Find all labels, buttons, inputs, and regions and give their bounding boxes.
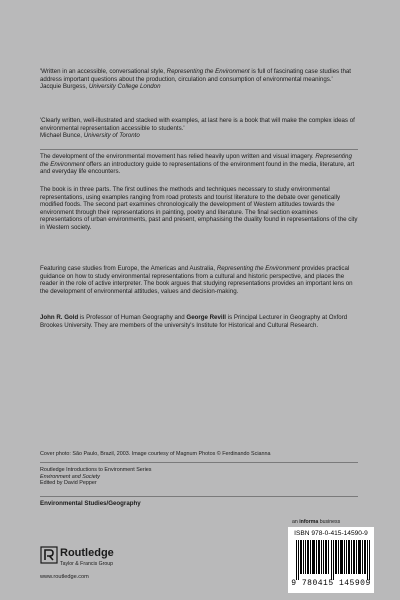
isbn-label: ISBN 978-0-415-14590-9 <box>294 530 368 537</box>
paragraph-1-start: The development of the environmental movement has relied heavily upon written and visual imagery. <box>40 153 316 160</box>
paragraph-3-start: Featuring case studies from Europe, the Americas and Australia, <box>40 265 217 272</box>
quote-2-affiliation: University of Toronto <box>83 132 140 140</box>
routledge-logo-icon <box>40 546 58 564</box>
quote-1-text-start: 'Written in an accessible, conversational style, <box>40 68 167 75</box>
publisher-url[interactable]: www.routledge.com <box>40 574 89 580</box>
description-paragraph-3 <box>40 265 358 295</box>
cover-photo-credit: Cover photo: São Paulo, Brazil, 2003. Image courtesy of Magnum Photos © Ferdinando Scianna <box>40 451 271 457</box>
quote-1-affiliation: University College London <box>88 83 161 91</box>
series-info <box>40 467 358 487</box>
author-1-name: John R. Gold <box>40 314 79 321</box>
informa-suffix: business <box>318 519 341 525</box>
quote-2-text: 'Clearly written, well-illustrated and stacked with examples, at last here is a book that will make the complex ideas of environmental representation accessible to students.' <box>40 117 355 132</box>
series-editor: Edited by David Pepper <box>40 480 97 487</box>
divider-middle <box>40 462 358 463</box>
paragraph-2-text: The book is in three parts. The first outlines the methods and techniques necessary to study environmental representations, using examples ranging from road protests and tourist literature to the debate over genetically modified foods. The second part examines chronologically the development of Western attitudes towards the environment through their representations in painting, poetry and literature. The final section examines representations of urban environments, past and present, emphasising the duality found in representations of the city in Western society. <box>40 186 358 231</box>
review-quote-2 <box>40 117 358 140</box>
barcode-digits: 9 780415 145909 <box>291 579 371 588</box>
author-bio <box>40 314 358 329</box>
subject-category: Environmental Studies/Geography <box>40 500 141 507</box>
divider-bottom <box>40 496 358 497</box>
publisher-group: Taylor & Francis Group <box>60 561 114 567</box>
informa-brand: informa <box>299 519 319 525</box>
barcode-bars-icon <box>296 540 370 580</box>
description-paragraph-1 <box>40 153 358 176</box>
paragraph-1-end: offers an introductory guide to representations of the environment found in the media, literature, art and everyday life encounters. <box>40 160 355 176</box>
author-2-name: George Revill <box>186 314 227 321</box>
description-paragraph-2 <box>40 186 358 232</box>
informa-tagline <box>292 519 340 525</box>
publisher-name: Routledge <box>60 547 114 559</box>
series-subtitle: Environment and Society <box>40 473 100 480</box>
review-quote-1 <box>40 68 358 91</box>
informa-prefix: an <box>292 519 300 525</box>
paragraph-3-book-title: Representing the Environment <box>216 265 300 272</box>
quote-1-text-end: is full of fascinating case studies that address important questions about the production, circulation and consumption of environmental meanings.' <box>40 68 351 83</box>
divider-top <box>40 149 358 150</box>
isbn-barcode <box>288 527 374 593</box>
quote-2-author: Michael Bunce, <box>40 132 84 140</box>
quote-1-author: Jacquie Burgess, <box>40 83 89 91</box>
paragraph-3-end: provides practical guidance on how to study environmental representations from a cultural and historic perspective, and places the reader in the role of active interpreter. The book argues that studying representations provides an important lens on the development of environmental attitudes, values and decision-making. <box>40 265 353 295</box>
author-bio-end: is Principal Lecturer in Geography at Oxford Brookes University. They are members of the university's Institute for Historical and Cultural Research. <box>40 314 348 329</box>
paragraph-1-book-title: Representing the Environment <box>40 153 352 168</box>
series-name: Routledge Introductions to Environment Series <box>40 467 152 473</box>
author-bio-middle: is Professor of Human Geography and <box>78 314 187 321</box>
quote-1-book-title: Representing the Environment <box>166 68 250 75</box>
